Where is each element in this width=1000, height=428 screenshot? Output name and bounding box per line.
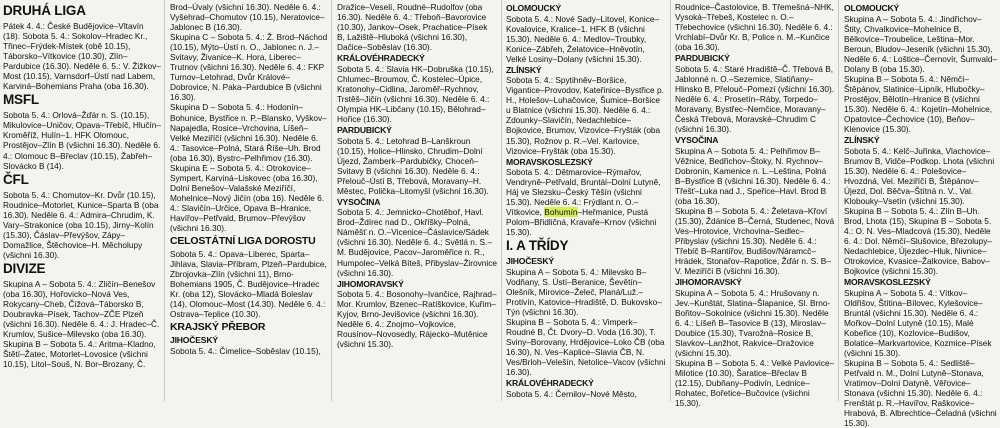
section-heading: KRÁLOVÉHRADECKÝ [337,53,425,64]
column-divider [164,0,165,401]
section-heading: MSFL [3,92,39,108]
section-heading: JIHOČESKÝ [170,335,218,346]
fixture-paragraph: Skupina A – Sobota 5. 4.: Milevsko B–Vodňany, S. Ústí–Beranice, Ševětín–Olešník, Mirovice–Želeč, Planá/Luž.–Protivín, Katovice–Hradiště, D. Bukovsko–Týn (všichni 16.30). [506,266,662,318]
fixture-paragraph: Sobota 5. 4.: Bosonohy–Ivančice, Rajhrad–Mor. Krumlov, Bzenec–Ratíškovice, Kuřim–Kyjov, Brno-Jevišovice (všichni 16.30). Neděle 6. 4.: Znojmo–Vojkovice, Rousínov–Novosedly, Rájecko–Mutěnice (všichni 15.30). [337,289,497,350]
column-1 [3,2,161,401]
fixture-paragraph: Skupina A – Sobota 5. 4.: Vítkov–Oldřišov, Štítina–Bílovec, Kylešovice–Bruntál (všichni 15.30). Neděle 6. 4.: Mořkov–Dolní Lutyně (10.15), Malé Kobeřice (10), Kozlovice–Budišov, Bolatice–Markvartovice, Kozmice–Písek (všichni 15.30). [844,287,992,358]
fixture-paragraph: Sobota 5. 4.: Staré Hradiště–Č. Třebová B, Jablonné n. O.–Sezemice, Slatiňany–Hlinsko B, Přelouč–Pomezí (všichni 16.30). Neděle 6. 4.: Prosetín–Ráby, Torpedo–Moravany, Bystřec–Nemčice, Moravany–Česká Třebová, Moravské–Chrudim C (všichni 16.30). [675,63,835,135]
fixture-paragraph: Dražice–Veselí, Roudné–Rudolfov (oba 16.30). Neděle 6. 4.: Třeboň–Bavorovice (10.30), Jankov–Osek, Prachatice–Písek B, Lažiště–Hluboká (všichni 16.30), Dačice–Soběslav (16.30). [337,2,488,53]
section-heading: OLOMOUCKÝ [844,3,900,13]
column-divider [331,0,332,401]
fixture-paragraph: Sobota 5. 4.: Kelč–Juřinka, Vlachovice–Brumov B, Vidče–Podkop. Lhota (všichni 15.30). Neděle 6. 4.: Polešovice–Hvozdná, Vel. Meziříčí B, Štěpánov–Újezd, Dol. Běčva–Štítná n. V., Val. Klobouky–Vsetín (všichni 15.30). [844,145,995,206]
fixture-paragraph: Skupina B – Sobota 5. 4.: Vimperk–Roudné B, Čt. Dvory–D. Voda (16.30), T. Sviny–Borovany, Hrdějovice–Loko ČB (oba 16.30), N. Ves–Kaplice–Slavia ČB, N. Ves/Brloh–Velešín, Netolice–Vacov (všichni 16.30). [506,317,666,378]
section-heading: PARDUBICKÝ [675,53,730,64]
section-heading: VYSOČINA [675,135,719,146]
fixture-paragraph: Sobota 5. 4.: Nové Sady–Litovel, Konice–Kovalovice, Kralice–1. HFK B (všichni 15.30). Neděle 6. 4.: Medlov–Troubky, Konice–Zábřeh, Želatovice–Hněvotín, Velké Losiny–Dolany (všichni 15.30). [506,13,660,64]
fixture-paragraph: Skupina B – Sobota 5. 4.: Sedliště–Petřvald n. M., Dolní Lutyně–Stonava, Vratimov–Dolní Datyně, Věřovice–Stonava (všichni 15.30). Neděle 6. 4.: Frenštát p. R.–Havířov, Raškovice–Hrabová, B. Albrechtice–Čeladná (všichni 15.30). [844,358,997,428]
section-heading: DRUHÁ LIGA [3,3,86,18]
fixture-paragraph: Skupina A – Sobota 5. 4.: Hrušovany n. Jev.–Kunštát, Slatina–Šlapanice, Sl. Brno-Bořitov–Sokolnice (všichni 15.30). Neděle 6. 4.: Líšeň B–Tasovice B (13), Miroslav–Doubice (15.30), Tvarožná–Rosice B, Slavkov–Lanžhot, Rakvice–Dražovice (všichni 15.30). [675,287,831,358]
column-3 [337,2,497,401]
section-heading: DIVIZE [3,260,46,276]
section-heading: CELOSTÁTNÍ LIGA DOROSTU [170,235,316,248]
fixture-paragraph: Skupina A – Sobota 5. 4.: Zličín–Benešov (oba 16.30), Hořovicko–Nová Ves, Rokycany–Cheb, Čížová–Táborsko B, Doubravka–Písek, Tachov–ZČE Plzeň (všichni 16.30). Neděle 6. 4.: J. Hradec–Č. Krumlov, Sušice–Milevsko (oba 16.30). [3,278,160,340]
section-heading: ZLÍNSKÝ [844,135,880,146]
fixture-paragraph: Roudnice–Častolovice, B. Třemešná–NHK, Vysoká–Třebeš, Kostelec n. O.–Třebechovice (všichni 16.30). Neděle 6. 4.: Vrchlabí–Dvůr Kr. B, Police n. M.–Kunčice (oba 16.30). [675,2,834,53]
fixture-paragraph: Sobota 5. 4.: Slavia HK–Dobruška (10.15), Chlumec–Broumov, Č. Kostelec–Úpice, Kratonohy–Cidlina, Jaroměř–Rychnov, Trstěš–Jičín (všichni 16.30). Neděle 6. 4.: Olympia HK–Libčany (10.15), Bělohrad–Hořice (16.30). [337,63,494,124]
fixture-paragraph: Sobota 5. 4.: Orlová–Žďár n. S. (10.15), Mikulovice–Uničov, Opava–Třebíč, Hlučín–Kroměříž, Hulín–1. HFK Olomouc, Prostějov–Zlín B (všichni 16.30). Neděle 6. 4.: Olomouc B–Břeclav (10.15), Žabřeh–Slovácko B (14). [3,110,162,171]
section-heading: PARDUBICKÝ [337,125,392,136]
fixture-paragraph: Skupina A – Sobota 5. 4.: Jindřichov–Štity, Chvalkovice–Mohelnice B, Bělkovice–Troubelice, Leština–Mor. Beroun, Bludov–Jeseník (všichni 15.30). Neděle 6. 4.: Loštice–Černovír, Šumvald–Dolany B (oba 15.30). [844,13,998,74]
fixture-paragraph: Skupina E – Sobota 5. 4.: Otrokovice–Sympert, Karviná–Liskovec (oba 16.30), Dolní Benešov–Valašské Meziříčí, Mohelnice–Nový Jičín (oba 16). Neděle 6. 4.: Slavičín–Určice, Opava B–Hranice, Havířov–Petřvald, Brumov–Převýšov (všichni 16.30). [170,162,325,234]
section-heading: KRÁLOVÉHRADECKÝ [506,378,594,389]
fixture-paragraph: Skupina B – Sobota 5. 4.: Zlín B–Uh. Brod, Lhota (15), Skupina B – Sobota 5. 4.: O. N. Ves–Mladcová (15.30), Neděle 6. 4.: Dol. Němčí–Slušovice, Březolupy–Nedachlebice, Újezdec–Hluk, Nivnice–Otrokovice, Kvasice–Žalkovice, Babov–Bojkovice (všichni 15.30). [844,205,993,277]
section-heading: MORAVSKOSLEZSKÝ [506,156,593,167]
section-heading: I. A TŘÍDY [506,238,569,254]
column-4 [506,2,666,401]
fixture-paragraph: Brod–Úvaly (všichni 16.30). Neděle 6. 4.: Vyšehrad–Chomutov (10.15), Neratovice–Jablonec B (16.30). [170,2,325,33]
column-divider [670,0,671,401]
column-divider [838,0,839,401]
fixture-paragraph: Sobota 5. 4.: Spytihněv–Boršice, Vigantice–Provodov, Kateřinice–Bystřice p. H., Holešov–Luhačovice, Šumice–Boršice u Blatnice (všichni 15.30). Neděle 6. 4.: Zdounky–Slavičín, Nedachlebice–Bojkovice, Brumov, Vizovice–Fryšták (oba 15.30), Rožnov p. R.–Vel. Karlovice, Vizovice–Fryšták (oba 15.30). [506,75,664,156]
fixture-paragraph: Skupina B – Sobota 5. 4.: Velké Pavlovice–Milotice (10.30), Šaratice–Břeclav B (12.15), Dubňany–Podivín, Lednice–Rohatec, Bořetice–Bučovice (všichni 15.30). [675,358,835,409]
fixture-paragraph: Sobota 5. 4.: Čimelice–Soběslav (10.15), [170,345,321,356]
column-5 [675,2,835,409]
column-2 [170,2,328,401]
fixture-paragraph: Skupina C – Sobota 5. 4.: Ž. Brod–Náchod (10.15), Mýto–Ústí n. O., Jablonec n. J.–Svitavy, Živanice–K. Hora, Liberec–Trutnov (všichni 16.30). Neděle 6. 4.: FKP Turnov–Letohrad, Dvůr Králové–Dobrovice, N. Paka–Pardubice B (všichni 16.30). [170,32,328,103]
section-heading: MORAVSKOSLEZSKÝ [844,277,931,288]
fixture-paragraph: Sobota 5. 4.: Chomutov–Kr. Dvůr (10.15), Roudnice–Motorlet, Kunice–Sparta B (oba 16.30). Neděle 6. 4.: Admira–Chrudim, K. Vary–Strakonice (oba 10.15), Jirny–Kolín (15.30), Čáslav–Převýšov, Zápy–Domažlice, Štěchovice–H. Měcholupy (všichni 16.30). [3,189,159,260]
fixture-paragraph: Pátek 4. 4.: České Budějovice–Vltavín (18). Sobota 5. 4.: Sokolov–Hradec Kr., Třinec–Frýdek-Místek (obě 10.15), Táborsko–Vítkovice (10.30), Zlín–Pardubice (16.30). Neděle 6. 5.: V. Žižkov–Most (10.15), Varnsdorf–Ústí nad Labem, Karviná–Bohemians Praha (oba 16.30). [3,21,161,92]
fixture-paragraph: Skupina B – Sobota 5. 4.: Želetava–Křoví (15.30), Ždánice B–Černá, Studenec, Nová Ves–Hrotovice, Vrchovina–Sedlec–Přibyslav (všichni 15.30). Neděle 6. 4.: Třebíč B–Rantířov, Budišov/Náramcč–Hrádek, Stonařov–Rapotice, Žďár n. S. B–V. Meziříčí B (všichni 16.30). [675,205,835,277]
column-6 [844,2,998,428]
column-divider [501,0,502,401]
section-heading: JIHOMORAVSKÝ [337,278,404,289]
section-heading: VYSOČINA [337,196,381,207]
highlighted-text: Bohumín [544,207,578,218]
section-heading: ČFL [3,171,29,187]
section-heading: JIHOMORAVSKÝ [675,277,742,288]
fixture-paragraph: Skupina B – Sobota 5. 4.: Němčí–Štěpánov, Slatinice–Lipník, Hlubočky–Prostějov, Bělotín–Hranice B (všichni 15.30). Neděle 6. 4.: Kojetín–Mohelnice, Opatovice–Čechovice (10), Beňov–Klenovice (15.30). [844,73,993,135]
fixture-paragraph: Sobota 5. 4.: Jemnicko–Chotěboř, Havl. Brod–Ždírec nad D., Okříšky–Polná, Náměšť n. O.–Vicenice–Čáslavice/Sádek (všichni 16.30). Neděle 6. 4.: Světlá n. S.–M. Budějovice, Pacov–Jaroměřice n. R., Humpolec–Velká Bíteš, Přibyslav–Žirovnice (všichni 16.30). [337,207,498,278]
fixture-paragraph: Skupina B – Sobota 5. 4.: Aritma–Kladno, Štětí–Žatec, Motorlet–Lovosice (všichni 10.15), Litol–Souš, N. Bor–Brozany, Č. [3,339,156,370]
section-heading: OLOMOUCKÝ [506,3,562,13]
fixture-paragraph: Sobota 5. 4.: Opava–Liberec, Sparta–Jihlava, Slavia–Příbram, Plzeň–Pardubice, Zbrojovka–Zlín (všichni 11), Brno-Bohemians 1905, Č. Budějovice–Hradec Kr. (oba 12), Slovácko–Mladá Boleslav (14), Olomouc–Most (14.30). Neděle 6. 4.: Ostrava–Teplice (10.30). [170,249,327,320]
section-heading: JIHOČESKÝ [506,256,554,267]
fixture-paragraph: Skupina A – Sobota 5. 4.: Pelhřimov B–Věžnice, Bedřichov–Štoky, N. Rychnov–Dobronín, Kamenice n. L.–Leština, Polná B–Bystřice B (všichni 16.30). Neděle 6. 4.: Třešť–Luka nad J., Speřice–Havl. Brod B (oba 16.30). [675,145,831,206]
section-heading: KRAJSKÝ PŘEBOR [170,321,266,334]
section-heading: ZLÍNSKÝ [506,64,542,75]
fixture-paragraph: Skupina D – Sobota 5. 4.: Hodonín–Bohunice, Bystřice n. P.–Blansko, Vyškov–Napajedla, Rosice–Vrchovina, Líšeň–Velké Meziříčí (všichni 16.30). Neděle 6. 4.: Tasovice–Polná, Stará Říše–Uh. Brod (oba 16.30), Bystrc–Pelhřimov (16.30). [170,102,327,163]
fixture-paragraph: Sobota 5. 4.: Letohrad B–Lanškroun (10.15), Holice–Hlinsko, Chrudim–Dolní Újezd, Žamberk–Pardubičky, Choceň–Svitavy B (všichni 16.30). Neděle 6. 4.: Přelouč–Ústí B, Třebová, Moravany–H. Městec, Polička–Litomyšl (všichni 16.30). [337,135,489,196]
fixture-paragraph: Sobota 5. 4.: Dětmarovice–Rýmařov, Vendryně–Petřvald, Bruntál–Dolní Lutyně, Háj ve Slezsku–Český Těšín (všichni 15.30). Neděle 6. 4.: Frýdlant n. O.–Vítkovice, Bohumín–Heřmanice, Pustá Polom–Břidličná, Kravaře–Krnov (všichni 15.30). [506,167,661,238]
fixture-paragraph: Sobota 5. 4.: Černilov–Nové Město, [506,388,637,399]
